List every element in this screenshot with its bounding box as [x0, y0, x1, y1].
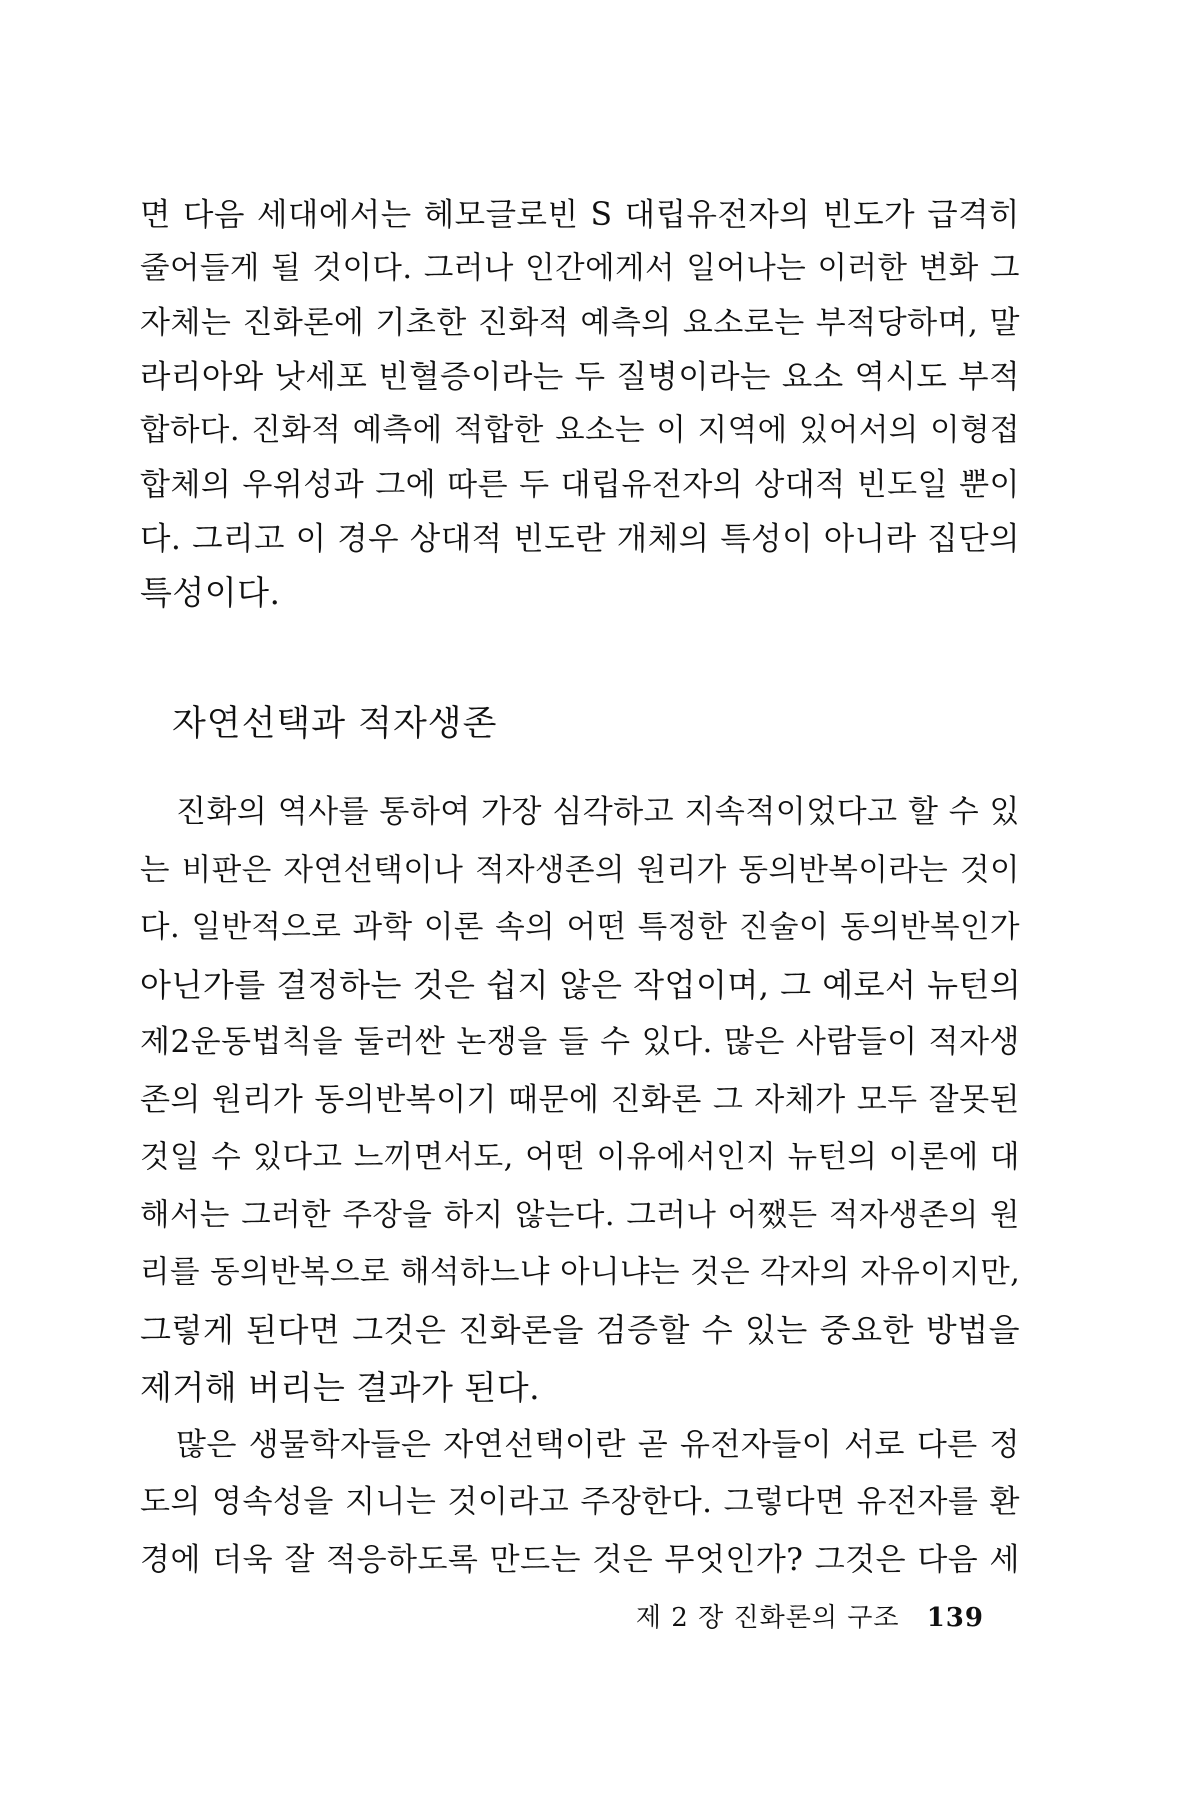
text-line: 많은 생물학자들은 자연선택이란 곧 유전자들이 서로 다른 정	[176, 1426, 1020, 1463]
text-line: 자체는 진화론에 기초한 진화적 예측의 요소로는 부적당하며, 말	[140, 305, 1020, 341]
text-line: 경에 더욱 잘 적응하도록 만드는 것은 무엇인가? 그것은 다음 세	[140, 1541, 1020, 1578]
running-footer	[636, 1600, 984, 1636]
text-line: 존의 원리가 동의반복이기 때문에 진화론 그 자체가 모두 잘못된	[140, 1081, 1020, 1118]
text-line: 그렇게 된다면 그것은 진화론을 검증할 수 있는 중요한 방법을	[140, 1310, 1020, 1349]
text-line: 것일 수 있다고 느끼면서도, 어떤 이유에서인지 뉴턴의 이론에 대	[140, 1140, 1020, 1175]
text-line: 도의 영속성을 지니는 것이라고 주장한다. 그렇다면 유전자를 환	[140, 1484, 1020, 1520]
text-line: 제2운동법칙을 둘러싼 논쟁을 들 수 있다. 많은 사람들이 적자생	[140, 1024, 1020, 1060]
text-line: 제거해 버리는 결과가 된다.	[140, 1368, 541, 1407]
text-line: 특성이다.	[140, 573, 281, 612]
text-line: 합체의 우위성과 그에 따른 두 대립유전자의 상대적 빈도일 뿐이	[140, 467, 1020, 503]
text-line: 는 비판은 자연선택이나 적자생존의 원리가 동의반복이라는 것이	[140, 852, 1020, 888]
chapter-title: 진화론의 구조	[733, 1603, 900, 1633]
text-line: 아닌가를 결정하는 것은 쉽지 않은 작업이며, 그 예로서 뉴턴의	[140, 965, 1022, 1004]
top-paragraph	[140, 188, 1020, 620]
text-line: 해서는 그러한 주장을 하지 않는다. 그러나 어쨌든 적자생존의 원	[140, 1197, 1020, 1233]
text-line: 다. 그리고 이 경우 상대적 빈도란 개체의 특성이 아니라 집단의	[140, 521, 1020, 557]
text-line: 진화의 역사를 통하여 가장 심각하고 지속적이었다고 할 수 있	[176, 794, 1020, 830]
page-number: 139	[926, 1603, 984, 1633]
text-line: 면 다음 세대에서는 헤모글로빈 S 대립유전자의 빈도가 급격히	[140, 197, 1020, 233]
section-heading: 자연선택과 적자생존	[172, 704, 498, 744]
main-text	[140, 784, 1020, 1589]
text-line: 라리아와 낫세포 빈혈증이라는 두 질병이라는 요소 역시도 부적	[140, 359, 1020, 395]
text-line: 줄어들게 될 것이다. 그러나 인간에게서 일어나는 이러한 변화 그	[140, 251, 1020, 286]
chapter-number: 제 2 장	[635, 1603, 725, 1633]
text-line: 리를 동의반복으로 해석하느냐 아니냐는 것은 각자의 자유이지만,	[140, 1255, 1021, 1290]
text-line: 다. 일반적으로 과학 이론 속의 어떤 특정한 진술이 동의반복인가	[140, 910, 1020, 945]
text-line: 합하다. 진화적 예측에 적합한 요소는 이 지역에 있어서의 이형접	[140, 413, 1020, 448]
